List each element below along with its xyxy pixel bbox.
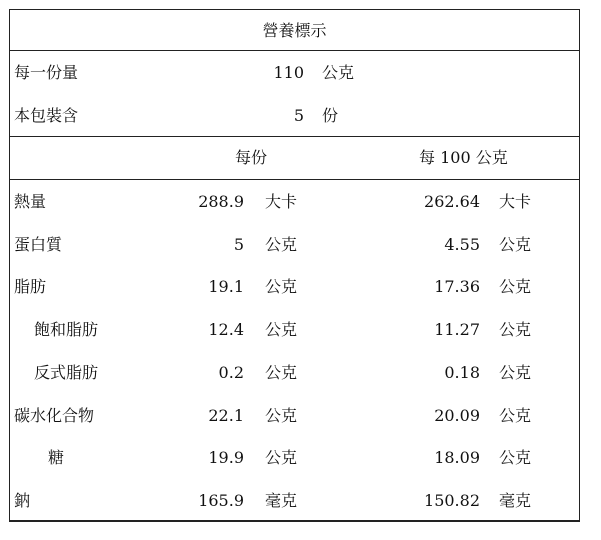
- per-serving-value: 19.1: [208, 277, 244, 297]
- per-100g-value: 0.18: [444, 362, 480, 382]
- servings-per-package-unit: 份: [322, 106, 339, 125]
- per-100g-value: 4.55: [444, 234, 480, 254]
- servings-per-package-label: 本包裝含: [14, 106, 79, 125]
- divider-title: [9, 50, 580, 51]
- per-serving-unit: 公克: [265, 234, 298, 254]
- per-serving-unit: 公克: [265, 277, 298, 297]
- per-100g-unit: 公克: [499, 362, 532, 382]
- per-100g-unit: 公克: [499, 405, 532, 425]
- per-serving-value: 22.1: [208, 405, 244, 425]
- servings-per-package-value: 5: [293, 106, 304, 125]
- column-header-per-serving: 每份: [235, 148, 268, 167]
- nutrient-name: 反式脂肪: [34, 362, 99, 382]
- per-100g-unit: 公克: [499, 320, 532, 340]
- nutrient-name: 蛋白質: [14, 234, 63, 254]
- per-100g-value: 262.64: [424, 192, 480, 211]
- nutrient-name: 飽和脂肪: [34, 320, 99, 340]
- per-100g-unit: 毫克: [499, 490, 532, 510]
- per-100g-value: 20.09: [434, 405, 480, 425]
- label-title: 營養標示: [262, 21, 327, 40]
- serving-size-unit: 公克: [322, 63, 355, 82]
- per-100g-unit: 大卡: [499, 192, 532, 211]
- nutrient-name: 熱量: [14, 192, 47, 211]
- divider-serving: [9, 136, 580, 137]
- per-100g-unit: 公克: [499, 277, 532, 297]
- nutrient-name: 碳水化合物: [14, 405, 95, 425]
- per-100g-value: 150.82: [424, 490, 480, 510]
- serving-size-value: 110: [273, 63, 304, 82]
- per-serving-value: 0.2: [218, 362, 244, 382]
- per-serving-unit: 公克: [265, 320, 298, 340]
- column-header-per-100g: 每 100 公克: [419, 148, 508, 167]
- per-serving-value: 165.9: [198, 490, 244, 510]
- per-serving-value: 5: [233, 234, 244, 254]
- nutrient-name: 糖: [48, 448, 65, 468]
- per-serving-unit: 公克: [265, 448, 298, 468]
- per-serving-unit: 公克: [265, 362, 298, 382]
- per-serving-unit: 大卡: [265, 192, 298, 211]
- per-serving-value: 19.9: [208, 448, 244, 468]
- nutrient-name: 脂肪: [14, 277, 47, 297]
- per-100g-value: 11.27: [434, 320, 480, 340]
- per-100g-value: 17.36: [434, 277, 480, 297]
- per-serving-value: 12.4: [208, 320, 244, 340]
- per-serving-unit: 公克: [265, 405, 298, 425]
- nutrient-name: 鈉: [14, 490, 31, 510]
- per-serving-unit: 毫克: [265, 490, 298, 510]
- per-100g-unit: 公克: [499, 448, 532, 468]
- per-100g-value: 18.09: [434, 448, 480, 468]
- divider-header: [9, 179, 580, 180]
- per-100g-unit: 公克: [499, 234, 532, 254]
- per-serving-value: 288.9: [198, 192, 244, 211]
- serving-size-label: 每一份量: [14, 63, 79, 82]
- label-border: [9, 9, 580, 522]
